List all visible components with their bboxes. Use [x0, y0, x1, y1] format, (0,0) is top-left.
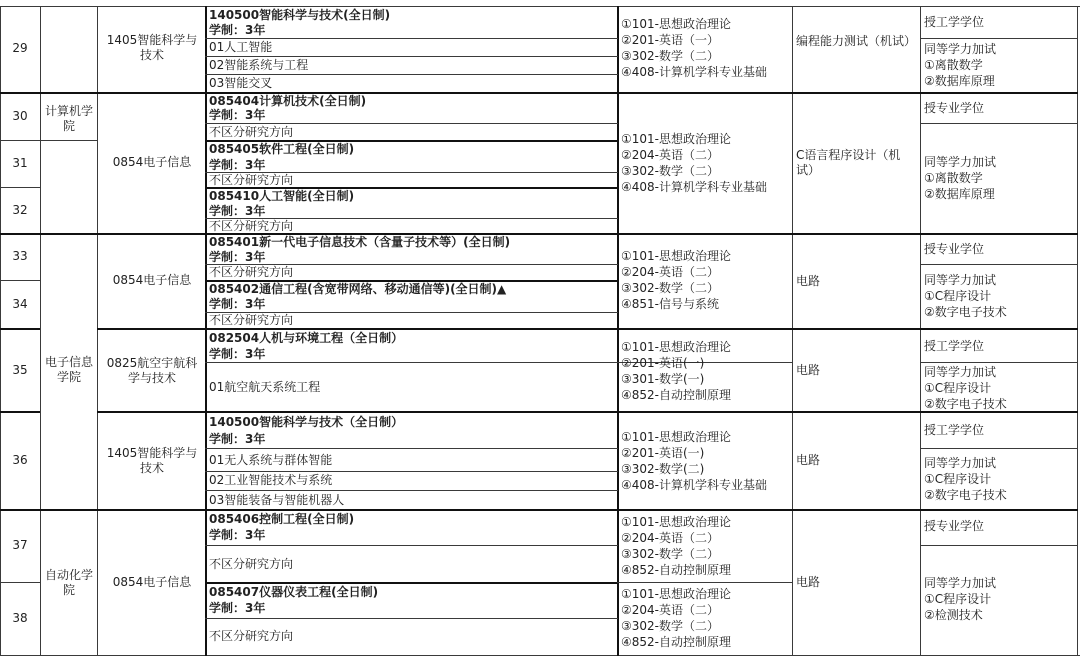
row-number: 32 [12, 203, 28, 217]
college-name: 计算机学院 [45, 104, 94, 133]
program-title: 085406控制工程(全日制) [209, 512, 355, 526]
exam-subject: ①101-思想政治理论 [621, 132, 731, 146]
degree-type: 授工学学位 [924, 423, 985, 437]
exam-subject: ②204-英语（二） [621, 148, 719, 162]
row-separator [0, 509, 1078, 511]
retest-subject: 电路 [796, 575, 821, 589]
degree-type: 授工学学位 [924, 339, 985, 353]
col-line [617, 6, 619, 656]
program-direction: 02智能系统与工程 [209, 58, 309, 72]
program-direction: 01无人系统与群体智能 [209, 453, 333, 467]
exam-subject: ②204-英语（二） [621, 603, 719, 617]
program-duration: 学制：3年 [209, 528, 266, 542]
row-separator [205, 582, 618, 584]
program-duration: 学制：3年 [209, 297, 266, 311]
exam-subject: ④851-信号与系统 [621, 297, 719, 311]
program-duration: 学制：3年 [209, 204, 266, 218]
row-separator [0, 140, 97, 141]
equivalent-exam-subject: ②数据库原理 [924, 74, 995, 88]
degree-type: 授专业学位 [924, 519, 985, 533]
equivalent-exam-subject: ②检测技术 [924, 608, 983, 622]
retest-subject: 编程能力测试（机试） [796, 34, 917, 48]
program-duration: 学制：3年 [209, 23, 266, 37]
equivalent-exam-subject: ①C程序设计 [924, 472, 992, 486]
sub-line [205, 448, 618, 449]
exam-subject: ③302-数学（二） [621, 164, 719, 178]
equivalent-exam-subject: ①离散数学 [924, 171, 983, 185]
equivalent-exam-label: 同等学力加试 [924, 273, 997, 287]
row-number: 35 [12, 363, 28, 377]
col-line [792, 6, 793, 656]
program-direction: 不区分研究方向 [209, 629, 294, 643]
program-title: 140500智能科学与技术（全日制） [209, 415, 404, 429]
degree-type: 授专业学位 [924, 242, 985, 256]
table-border-right [1077, 6, 1078, 656]
equivalent-exam-subject: ②数字电子技术 [924, 305, 1007, 319]
program-duration: 学制：3年 [209, 601, 266, 615]
sub-line [205, 38, 618, 39]
row-number: 33 [12, 249, 28, 263]
exam-subject: ④408-计算机学科专业基础 [621, 478, 767, 492]
row-number: 37 [12, 538, 28, 552]
exam-subject: ③301-数学(一) [621, 372, 705, 386]
program-title: 085410人工智能(全日制) [209, 189, 355, 203]
equivalent-exam-label: 同等学力加试 [924, 456, 997, 470]
row-separator [97, 328, 1078, 330]
program-direction: 不区分研究方向 [209, 219, 294, 233]
sub-line [205, 471, 618, 472]
program-title: 140500智能科学与技术(全日制) [209, 8, 391, 22]
equivalent-exam-subject: ①C程序设计 [924, 381, 992, 395]
row-number: 30 [12, 109, 28, 123]
equivalent-exam-label: 同等学力加试 [924, 42, 997, 56]
row-number: 36 [12, 453, 28, 467]
program-direction: 01人工智能 [209, 40, 273, 54]
note-line [920, 123, 1078, 124]
exam-subject: ①101-思想政治理论 [621, 515, 731, 529]
equivalent-exam-subject: ②数据库原理 [924, 187, 995, 201]
row-separator [617, 582, 793, 583]
exam-subject: ②201-英语(一) [621, 446, 705, 460]
program-title: 085401新一代电子信息技术（含量子技术等）(全日制) [209, 235, 511, 249]
equivalent-exam-subject: ①离散数学 [924, 58, 983, 72]
sub-line [205, 545, 618, 546]
exam-subject: ②204-英语（二） [621, 265, 719, 279]
col-line [97, 6, 98, 656]
retest-subject: 电路 [796, 453, 821, 467]
program-direction: 不区分研究方向 [209, 313, 294, 327]
row-number: 29 [12, 41, 28, 55]
program-title: 082504人机与环境工程（全日制） [209, 331, 404, 345]
program-direction: 01航空航天系统工程 [209, 380, 321, 394]
program-duration: 学制：3年 [209, 432, 266, 446]
program-duration: 学制：3年 [209, 347, 266, 361]
note-line [920, 448, 1078, 449]
major-name: 0854电子信息 [112, 575, 192, 589]
sub-line [205, 74, 618, 75]
program-direction: 02工业智能技术与系统 [209, 473, 333, 487]
exam-subject: ③302-数学（二） [621, 281, 719, 295]
row-number: 34 [12, 297, 28, 311]
sub-line [205, 490, 618, 491]
exam-subject: ③302-数学(二) [621, 462, 705, 476]
note-line [920, 362, 1078, 363]
row-separator [0, 92, 1078, 94]
equivalent-exam-subject: ②数字电子技术 [924, 397, 1007, 411]
exam-subject: ④408-计算机学科专业基础 [621, 180, 767, 194]
row-separator [0, 411, 40, 413]
college-name: 电子信息学院 [45, 355, 94, 384]
table-border-bottom [0, 655, 1080, 656]
row-number: 31 [12, 156, 28, 170]
exam-subject: ①101-思想政治理论 [621, 587, 731, 601]
exam-subject: ①101-思想政治理论 [621, 249, 731, 263]
table-border-left [0, 6, 1, 656]
sub-line [205, 123, 618, 124]
college-name: 自动化学院 [45, 568, 94, 597]
degree-type: 授工学学位 [924, 15, 985, 29]
row-separator [0, 280, 40, 281]
note-line [920, 545, 1078, 546]
program-title: 085407仪器仪表工程(全日制) [209, 585, 379, 599]
exam-subject: ①101-思想政治理论 [621, 340, 731, 354]
exam-subject: ④852-自动控制原理 [621, 563, 731, 577]
degree-type: 授专业学位 [924, 101, 985, 115]
row-separator [0, 328, 40, 330]
major-name: 0854电子信息 [112, 155, 192, 169]
sub-line [205, 618, 618, 619]
exam-subject: ③302-数学（二） [621, 619, 719, 633]
exam-subject: ①101-思想政治理论 [621, 17, 731, 31]
table-border-top [0, 6, 1080, 7]
major-name: 0854电子信息 [112, 273, 192, 287]
equivalent-exam-label: 同等学力加试 [924, 365, 997, 379]
program-direction: 03智能交叉 [209, 76, 273, 90]
program-direction: 不区分研究方向 [209, 125, 294, 139]
program-title: 085405软件工程(全日制) [209, 142, 355, 156]
row-separator [0, 187, 40, 188]
program-direction: 不区分研究方向 [209, 557, 294, 571]
col-line [40, 6, 41, 656]
note-line [920, 264, 1078, 265]
exam-subject: ①101-思想政治理论 [621, 430, 731, 444]
program-duration: 学制：3年 [209, 108, 266, 122]
equivalent-exam-subject: ①C程序设计 [924, 289, 992, 303]
note-line [920, 38, 1078, 39]
sub-line [205, 362, 618, 363]
exam-subject: ④852-自动控制原理 [621, 635, 731, 649]
exam-subject: ②204-英语（二） [621, 531, 719, 545]
exam-subject: ④408-计算机学科专业基础 [621, 65, 767, 79]
equivalent-exam-subject: ①C程序设计 [924, 592, 992, 606]
major-name: 1405智能科学与技术 [106, 446, 198, 475]
exam-subject: ③302-数学（二） [621, 547, 719, 561]
equivalent-exam-label: 同等学力加试 [924, 576, 997, 590]
row-number: 38 [12, 611, 28, 625]
equivalent-exam-subject: ②数字电子技术 [924, 488, 1007, 502]
col-line [920, 6, 921, 656]
program-title: 085402通信工程(含宽带网络、移动通信等)(全日制)▲ [209, 282, 507, 296]
major-name: 0825航空宇航科学与技术 [106, 356, 198, 385]
program-direction: 不区分研究方向 [209, 265, 294, 279]
equivalent-exam-label: 同等学力加试 [924, 155, 997, 169]
exam-subject: ②201-英语（一） [621, 33, 719, 47]
major-name: 1405智能科学与技术 [106, 33, 198, 62]
exam-subject: ②201-英语(一) [621, 356, 705, 370]
retest-subject: 电路 [796, 274, 821, 288]
program-duration: 学制：3年 [209, 250, 266, 264]
program-duration: 学制：3年 [209, 158, 266, 172]
sub-line [205, 56, 618, 57]
col-line [205, 6, 207, 656]
exam-subject: ④852-自动控制原理 [621, 388, 731, 402]
retest-subject: C语言程序设计（机试） [796, 148, 901, 177]
retest-subject: 电路 [796, 363, 821, 377]
program-direction: 不区分研究方向 [209, 173, 294, 187]
row-separator [0, 233, 1078, 235]
program-direction: 03智能装备与智能机器人 [209, 493, 345, 507]
exam-subject: ③302-数学（二） [621, 49, 719, 63]
row-separator [0, 582, 40, 583]
program-title: 085404计算机技术(全日制) [209, 94, 367, 108]
